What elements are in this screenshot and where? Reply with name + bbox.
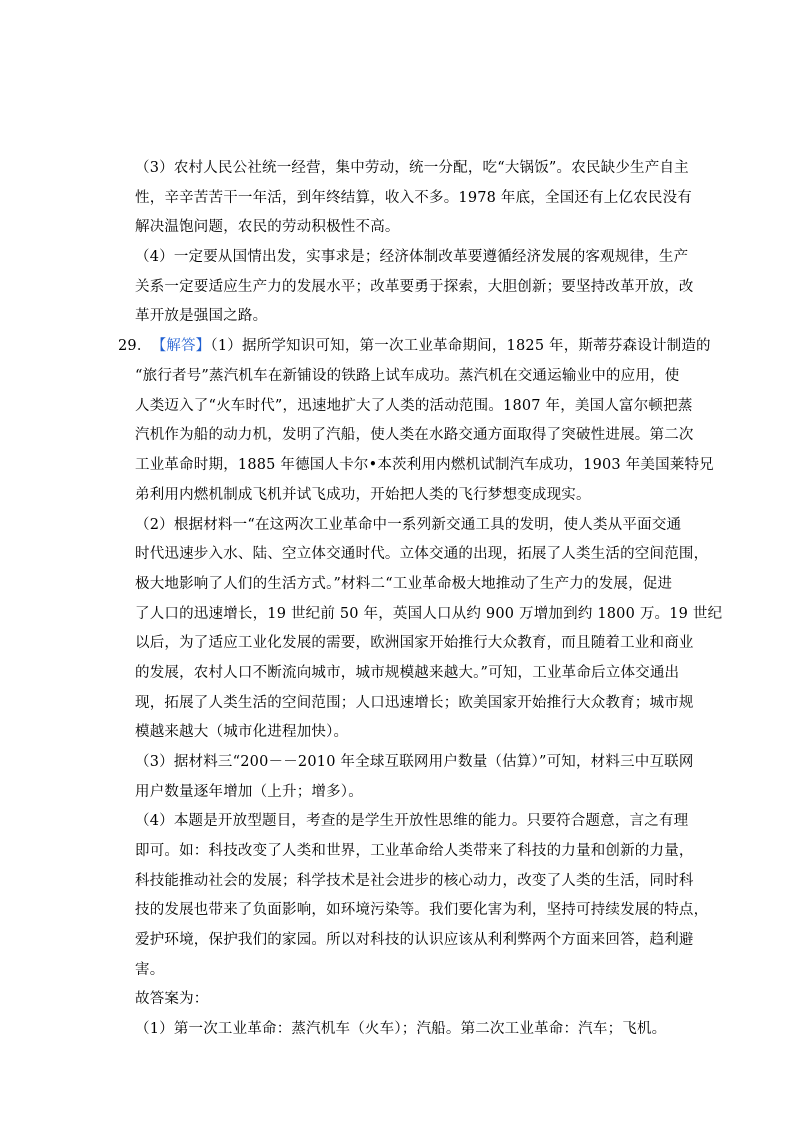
text-line: 关系一定要适应生产力的发展水平；改革要勇于探索，大胆创新；要坚持改革开放，改 (135, 279, 694, 295)
text-line: 模越来越大（城市化进程加快）。 (135, 724, 349, 740)
text-line: 极大地影响了人们的生活方式。”材料二“工业革命极大地推动了生产力的发展，促进 (135, 576, 673, 592)
text-line: 即可。如：科技改变了人类和世界，工业革命给人类带来了科技的力量和创新的力量， (135, 843, 694, 859)
text-line: 以后，为了适应工业化发展的需要，欧洲国家开始推行大众教育，而且随着工业和商业 (135, 635, 694, 651)
text-line: （1）据所学知识可知，第一次工业革命期间，1825 年，斯蒂芬森设计制造的 (210, 338, 711, 354)
text-line: （3）农村人民公社统一经营，集中劳动，统一分配，吃“大锅饭”。农民缺少生产自主 (135, 160, 689, 176)
text-line: 现，拓展了人类生活的空间范围；人口迅速增长；欧美国家开始推行大众教育；城市规 (135, 695, 694, 711)
text-line: 革开放是强国之路。 (135, 308, 268, 324)
answer-line: （1）第一次工业革命：蒸汽机车（火车）；汽船。第二次工业革命：汽车；飞机。 (135, 1021, 667, 1037)
text-line: （4）本题是开放型题目，考查的是学生开放性思维的能力。只要符合题意，言之有理 (135, 813, 689, 829)
text-line: 爱护环境，保护我们的家园。所以对科技的认识应该从利利弊两个方面来回答，趋利避 (135, 932, 694, 948)
text-line: （3）据材料三“200－－2010 年全球互联网用户数量（估算）”可知，材料三中互联网 (135, 754, 694, 770)
text-line: 技的发展也带来了负面影响，如环境污染等。我们要化害为利，坚持可持续发展的特点， (135, 902, 709, 918)
text-line: 性，辛辛苦苦干一年活，到年终结算，收入不多。1978 年底，全国还有上亿农民没有 (135, 190, 693, 206)
text-line: 了人口的迅速增长，19 世纪前 50 年，英国人口从约 900 万增加到约 1800 万。19 世纪 (135, 606, 723, 622)
text-line: 时代迅速步入水、陆、空立体交通时代。立体交通的出现，拓展了人类生活的空间范围， (135, 546, 709, 562)
text-line: 的发展，农村人口不断流向城市，城市规模越来越大。”可知，工业革命后立体交通出 (135, 665, 680, 681)
question-29-heading (118, 336, 711, 356)
text-line: 工业革命时期，1885 年德国人卡尔•本茨利用内燃机试制汽车成功，1903 年美国莱特兄 (135, 457, 714, 473)
text-line: （4）一定要从国情出发，实事求是；经济体制改革要遵循经济发展的客观规律，生产 (135, 249, 689, 265)
text-line: 用户数量逐年增加（上升；增多）。 (135, 784, 363, 800)
answer-heading: 故答案为： (135, 991, 209, 1007)
text-line: （2）根据材料一“在这两次工业革命中一系列新交通工具的发明，使人类从平面交通 (135, 517, 682, 533)
answer-tag: 【解答】 (151, 338, 211, 354)
text-line: “旅行者号”蒸汽机车在新铺设的铁路上试车成功。蒸汽机在交通运输业中的应用，使 (135, 368, 680, 384)
text-line: 害。 (135, 962, 165, 978)
text-line: 科技能推动社会的发展；科学技术是社会进步的核心动力，改变了人类的生活，同时科 (135, 873, 694, 889)
text-line: 解决温饱问题，农民的劳动积极性不高。 (135, 219, 400, 235)
text-line: 汽机作为船的动力机，发明了汽船，使人类在水路交通方面取得了突破性进展。第二次 (135, 427, 694, 443)
text-line: 人类迈入了“火车时代”，迅速地扩大了人类的活动范围。1807 年，美国人富尔顿把蒸 (135, 398, 693, 414)
text-line: 弟利用内燃机制成飞机并试飞成功，开始把人类的飞行梦想变成现实。 (135, 487, 591, 503)
question-number: 29． (118, 338, 152, 354)
